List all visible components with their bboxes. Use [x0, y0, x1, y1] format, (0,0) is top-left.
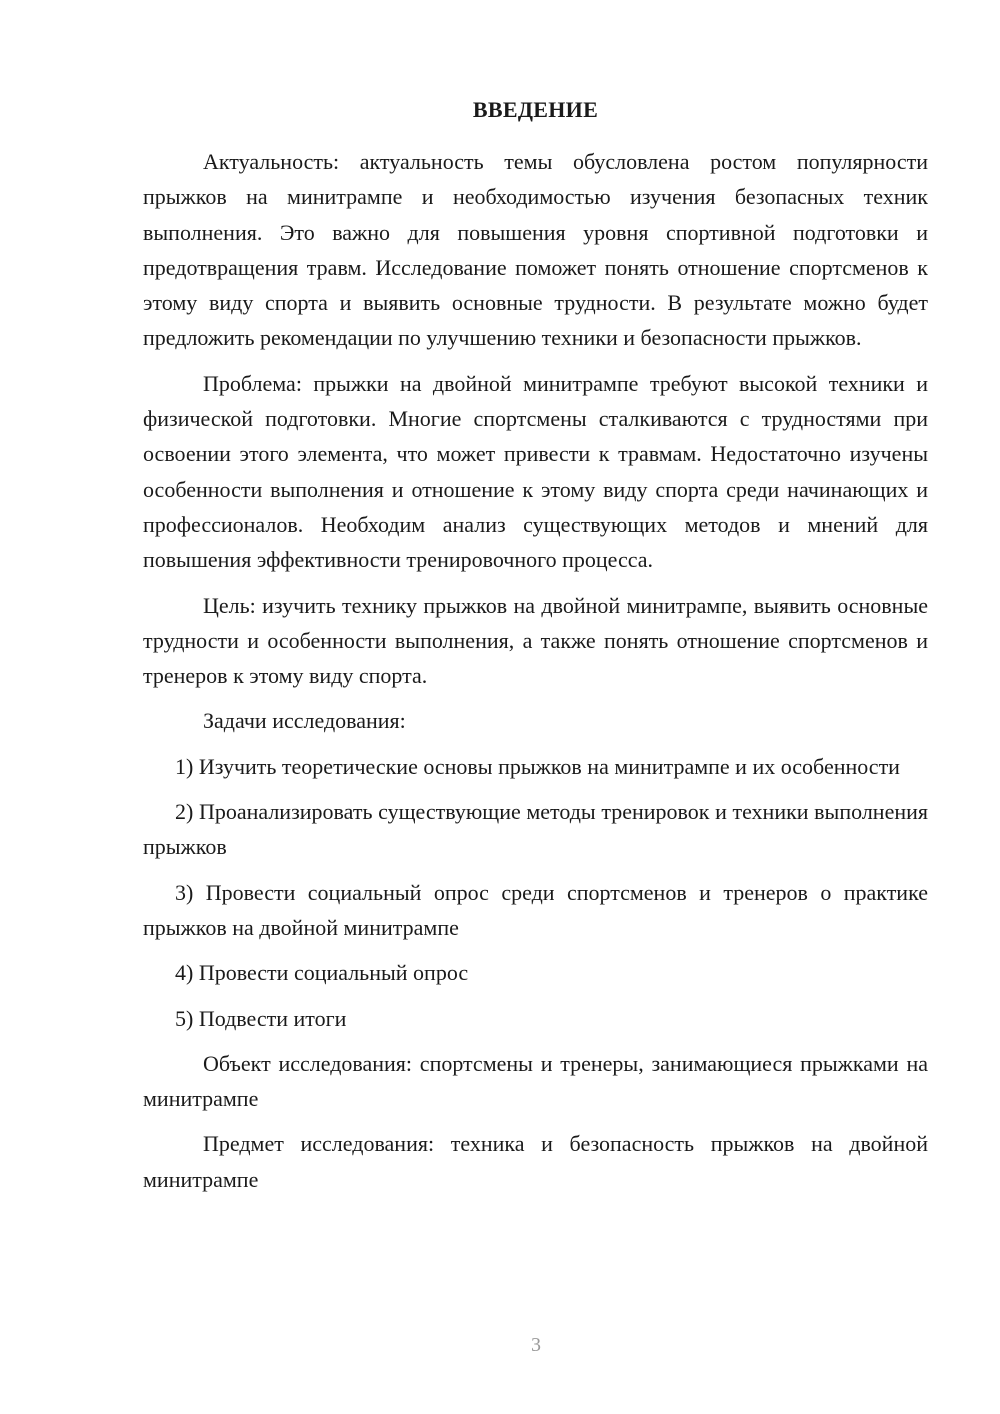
relevance-paragraph: Актуальность: актуальность темы обусловлена ростом популярности прыжков на минитрампе и необходимостью изучения безопасных техник выполнения. Это важно для повышения уровня спортивной подготовки и предотвращения травм. Исследование поможет понять отношение спортсменов к этому виду спорта и выявить основные трудности. В результате можно будет предложить рекомендации по улучшению техники и безопасности прыжков. [143, 149, 928, 351]
task-item-2: 2) Проанализировать существующие методы тренировок и техники выполнения прыжков [143, 799, 928, 860]
object-paragraph: Объект исследования: спортсмены и тренеры, занимающиеся прыжками на минитрампе [143, 1050, 928, 1112]
goal-paragraph: Цель: изучить технику прыжков на двойной минитрампе, выявить основные трудности и особенности выполнения, а также понять отношение спортсменов и тренеров к этому виду спорта. [143, 592, 928, 689]
task-item-5: 5) Подвести итоги [175, 1005, 347, 1031]
task-item-3: 3) Провести социальный опрос среди спортсменов и тренеров о практике прыжков на двойной минитрампе [143, 879, 928, 940]
section-heading: ВВЕДЕНИЕ [472, 97, 599, 122]
document-page [143, 94, 928, 1207]
problem-paragraph: Проблема: прыжки на двойной минитрампе требуют высокой техники и физической подготовки. Многие спортсмены сталкиваются с трудностями при освоении этого элемента, что может привести к травмам. Недостаточно изучены особенности выполнения и отношение к этому виду спорта среди начинающих и профессионалов. Необходим анализ существующих методов и мнений для повышения эффективности тренировочного процесса. [143, 370, 928, 573]
page-number: 3 [531, 1334, 541, 1356]
subject-paragraph: Предмет исследования: техника и безопасность прыжков на двойной минитрампе [143, 1131, 928, 1192]
tasks-title: Задачи исследования: [203, 708, 406, 734]
task-item-1: 1) Изучить теоретические основы прыжков на минитрампе и их особенности [175, 753, 900, 779]
task-item-4: 4) Провести социальный опрос [175, 960, 469, 986]
